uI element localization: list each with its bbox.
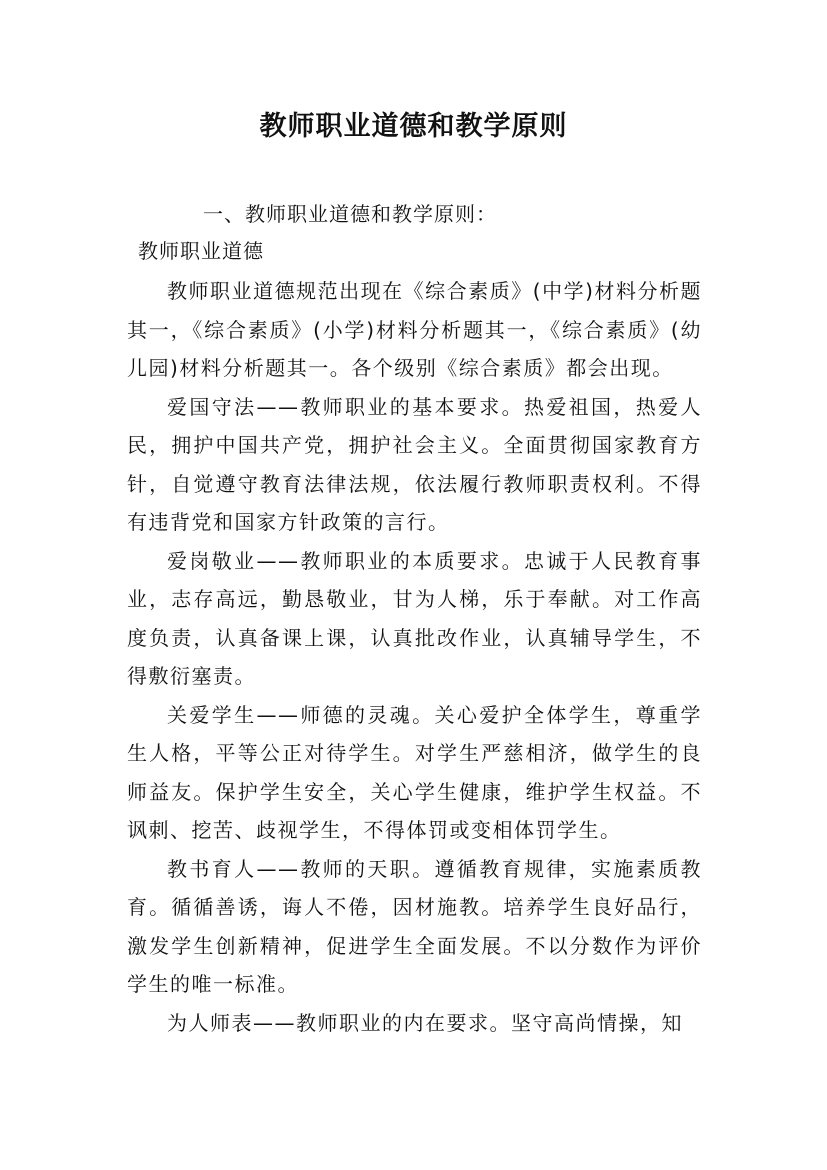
page-title: 教师职业道德和教学原则 bbox=[259, 111, 568, 142]
paragraph-role-model: 为人师表——教师职业的内在要求。坚守高尚情操，知 bbox=[167, 1010, 683, 1035]
subheading: 教师职业道德 bbox=[138, 239, 264, 263]
body-text bbox=[127, 272, 702, 1042]
section-heading: 一、教师职业道德和教学原则： bbox=[203, 202, 497, 226]
paragraph-exam-note: 教师职业道德规范出现在《综合素质》(中学)材料分析题其一，《综合素质》(小学)材料分析题其一，《综合素质》(幼儿园)材料分析题其一。各个级别《综合素质》都会出现。 bbox=[127, 279, 702, 380]
paragraph-dedication: 爱岗敬业——教师职业的本质要求。忠诚于人民教育事业，志存高远，勤恳敬业，甘为人梯，乐于奉献。对工作高度负责，认真备课上课，认真批改作业，认真辅导学生，不得敷衍塞责。 bbox=[127, 548, 702, 688]
paragraph-care-for-students: 关爱学生——师德的灵魂。关心爱护全体学生，尊重学生人格，平等公正对待学生。对学生严慈相济，做学生的良师益友。保护学生安全，关心学生健康，维护学生权益。不讽刺、挖苦、歧视学生，不得体罚或变相体罚学生。 bbox=[127, 702, 702, 842]
paragraph-teaching-and-educating: 教书育人——教师的天职。遵循教育规律，实施素质教育。循循善诱，诲人不倦，因材施教。培养学生良好品行，激发学生创新精神，促进学生全面发展。不以分数作为评价学生的唯一标准。 bbox=[127, 856, 702, 996]
paragraph-patriotism: 爱国守法——教师职业的基本要求。热爱祖国，热爱人民，拥护中国共产党，拥护社会主义。全面贯彻国家教育方针，自觉遵守教育法律法规，依法履行教师职责权利。不得有违背党和国家方针政策的言行。 bbox=[127, 394, 702, 534]
